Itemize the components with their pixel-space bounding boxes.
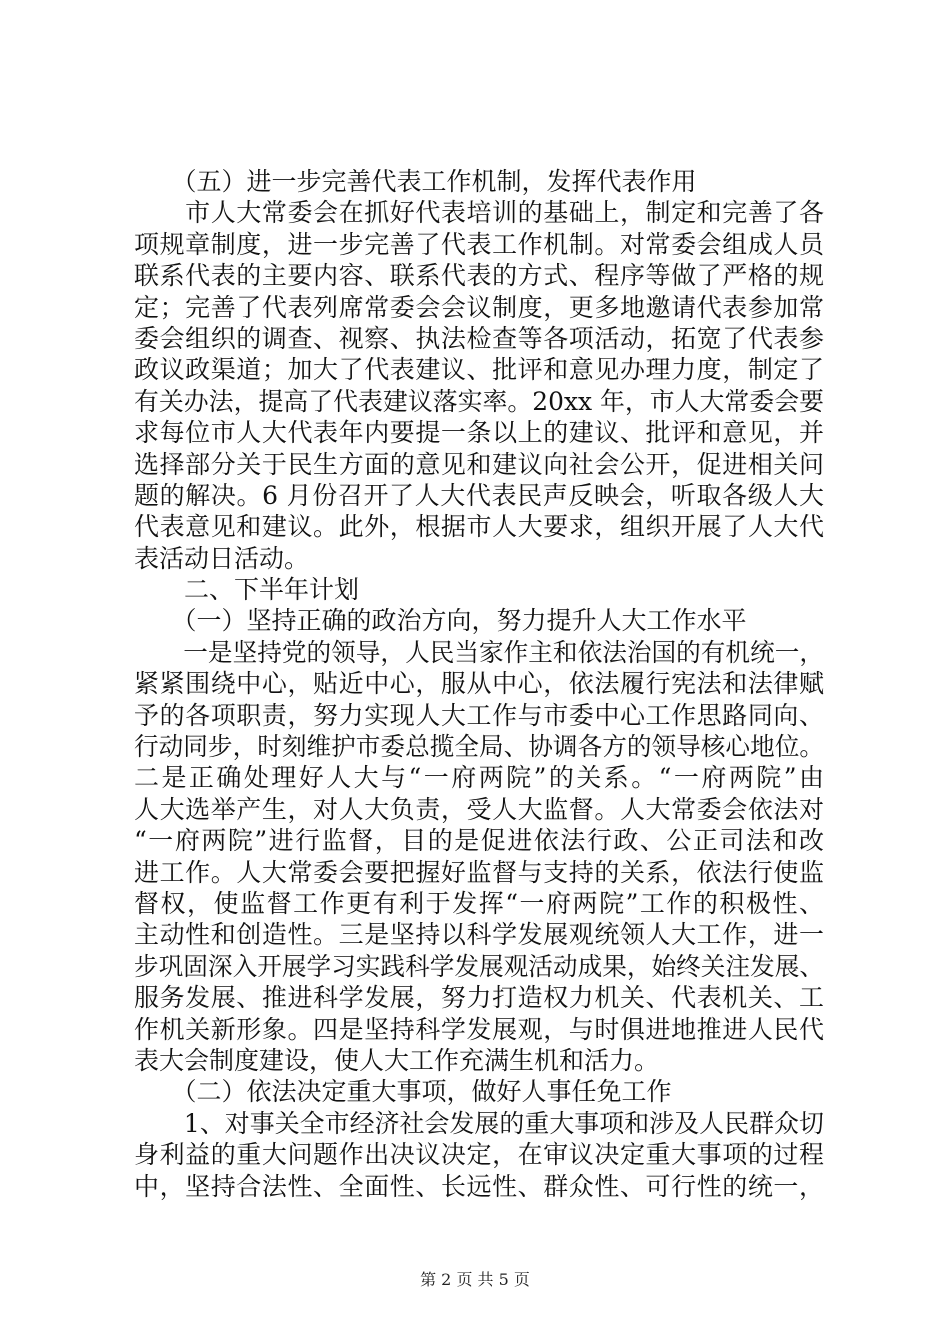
text-line: 定；完善了代表列席常委会会议制度，更多地邀请代表参加常: [134, 292, 824, 322]
text-line: 联系代表的主要内容、联系代表的方式、程序等做了严格的规: [134, 261, 824, 291]
text-line: （一）坚持正确的政治方向，努力提升人大工作水平: [134, 606, 747, 636]
text-line: 一是坚持党的领导，人民当家作主和依法治国的有机统一，: [134, 637, 825, 667]
text-line: 1、对事关全市经济社会发展的重大事项和涉及人民群众切: [134, 1108, 824, 1138]
text-line: 代表意见和建议。此外，根据市人大要求，组织开展了人大代: [134, 512, 824, 542]
text-line: 委会组织的调查、视察、执法检查等各项活动，拓宽了代表参: [134, 323, 824, 353]
text-line: 政议政渠道；加大了代表建议、批评和意见办理力度，制定了: [134, 355, 824, 385]
text-line: （五）进一步完善代表工作机制，发挥代表作用: [134, 167, 697, 196]
text-line: 人大选举产生，对人大负责，受人大监督。人大常委会依法对: [134, 794, 824, 824]
text-line: 有关办法，提高了代表建议落实率。20xx 年，市人大常委会要: [134, 386, 824, 416]
text-line: 紧紧围绕中心，贴近中心，服从中心，依法履行宪法和法律赋: [134, 669, 824, 699]
text-line: 题的解决。6 月份召开了人大代表民声反映会，听取各级人大: [134, 480, 824, 510]
text-line: 行动同步，时刻维护市委总揽全局、协调各方的领导核心地位。: [134, 732, 825, 762]
text-line: 主动性和创造性。三是坚持以科学发展观统领人大工作，进一: [134, 920, 824, 950]
text-line: 作机关新形象。四是坚持科学发展观，与时俱进地推进人民代: [134, 1014, 824, 1044]
text-line: “一府两院”进行监督，目的是促进依法行政、公正司法和改: [134, 826, 824, 856]
text-line: 中，坚持合法性、全面性、长远性、群众性、可行性的统一，: [134, 1171, 824, 1201]
text-line: 二是正确处理好人大与“一府两院”的关系。“一府两院”由: [134, 763, 824, 793]
text-line: 进工作。人大常委会要把握好监督与支持的关系，依法行使监: [134, 857, 824, 887]
text-line: 步巩固深入开展学习实践科学发展观活动成果，始终关注发展、: [134, 951, 825, 981]
text-line: 服务发展、推进科学发展，努力打造权力机关、代表机关、工: [134, 983, 824, 1013]
document-body: [134, 166, 824, 1202]
text-line: 求每位市人大代表年内要提一条以上的建议、批评和意见，并: [134, 418, 824, 448]
text-line: 督权，使监督工作更有利于发挥“一府两院”工作的积极性、: [134, 888, 824, 918]
text-line: 项规章制度，进一步完善了代表工作机制。对常委会组成人员: [134, 229, 824, 259]
text-line: 市人大常委会在抓好代表培训的基础上，制定和完善了各: [134, 198, 824, 228]
text-line: 身利益的重大问题作出决议决定，在审议决定重大事项的过程: [134, 1140, 824, 1170]
text-line: （二）依法决定重大事项，做好人事任免工作: [134, 1077, 672, 1107]
text-line: 二、下半年计划: [134, 575, 360, 605]
text-line: 表大会制度建设，使人大工作充满生机和活力。: [134, 1045, 660, 1075]
page-footer: 第 2 页 共 5 页: [420, 1270, 530, 1289]
text-line: 表活动日活动。: [134, 543, 310, 573]
text-line: 予的各项职责，努力实现人大工作与市委中心工作思路同向、: [134, 700, 824, 730]
text-line: 选择部分关于民生方面的意见和建议向社会公开，促进相关问: [134, 449, 824, 479]
